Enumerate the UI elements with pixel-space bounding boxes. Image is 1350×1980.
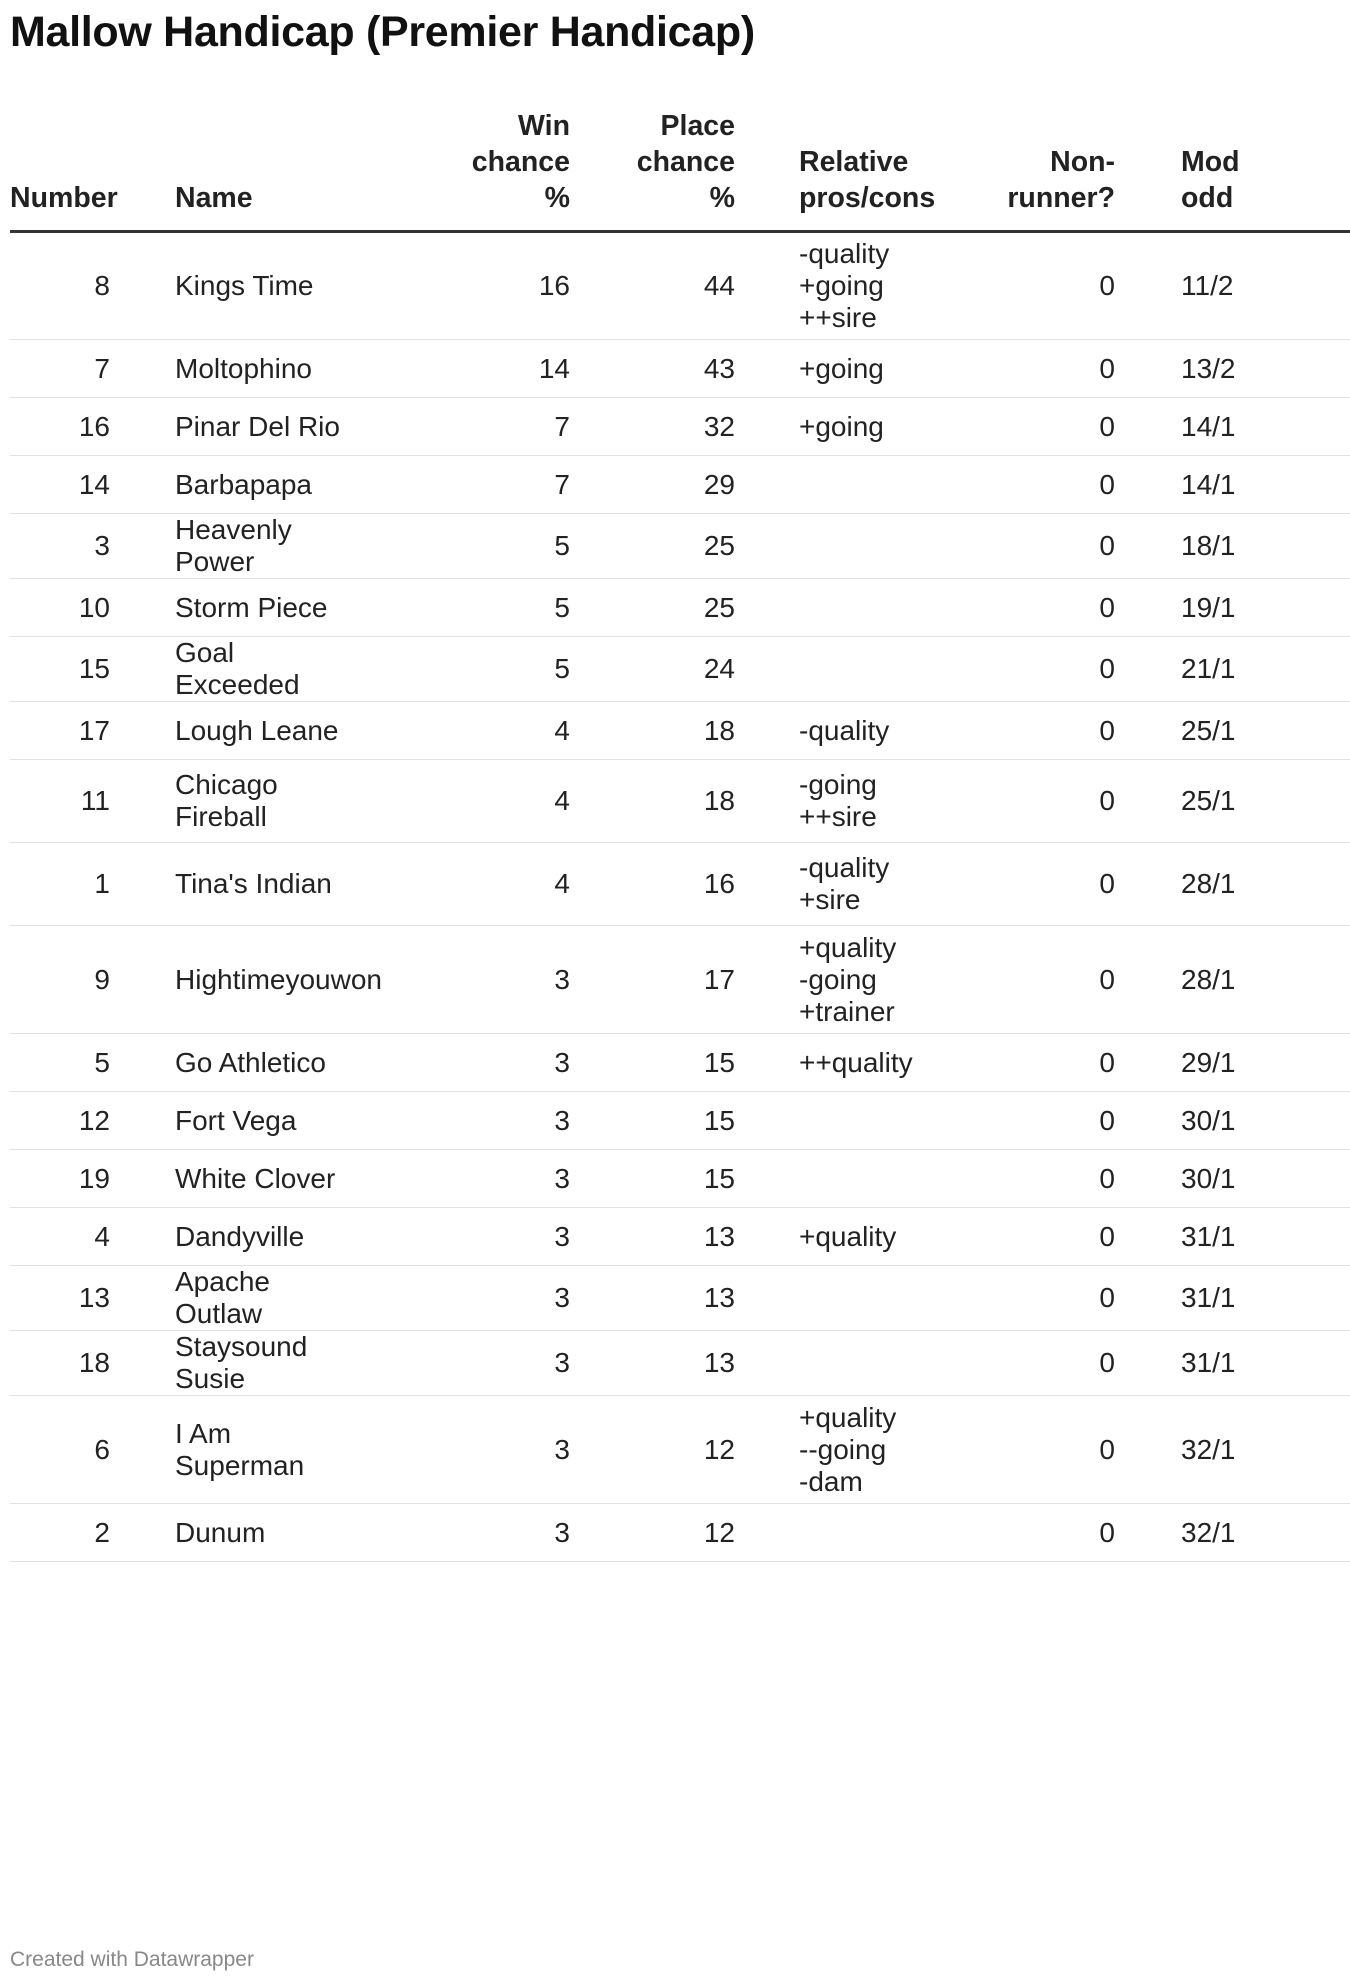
cell-number: 1	[10, 843, 128, 926]
cell-place-chance: 25	[570, 579, 735, 637]
table-row	[10, 579, 1350, 637]
cell-non-runner: 0	[945, 1034, 1115, 1092]
cell-win-chance: 3	[340, 1504, 570, 1562]
cell-place-chance: 32	[570, 398, 735, 456]
cell-non-runner: 0	[945, 1266, 1115, 1331]
cell-non-runner: 0	[945, 514, 1115, 579]
cell-pros-cons	[735, 1266, 945, 1331]
cell-number: 3	[10, 514, 128, 579]
cell-name: Lough Leane	[128, 702, 340, 760]
cell-place-chance: 43	[570, 340, 735, 398]
table-row	[10, 760, 1350, 843]
cell-win-chance: 3	[340, 1396, 570, 1504]
header-col-place-chance	[570, 108, 735, 232]
cell-odds: 25/1	[1115, 702, 1350, 760]
pros-cons-item: --going	[799, 1433, 887, 1465]
header-label-line: Name	[175, 182, 253, 214]
cell-win-chance: 3	[340, 1208, 570, 1266]
header-col-win-chance	[340, 108, 570, 232]
cell-name: Tina's Indian	[128, 843, 340, 926]
cell-number: 11	[10, 760, 128, 843]
cell-name: I Am Superman	[128, 1396, 340, 1504]
pros-cons-item: +going	[799, 270, 884, 301]
cell-odds: 31/1	[1115, 1208, 1350, 1266]
cell-odds: 18/1	[1115, 514, 1350, 579]
pros-cons-item: ++quality	[799, 1046, 913, 1078]
cell-pros-cons	[735, 1034, 945, 1092]
table-body	[10, 232, 1350, 1562]
cell-pros-cons	[735, 843, 945, 926]
pros-cons-item: ++sire	[799, 801, 877, 832]
cell-odds: 32/1	[1115, 1504, 1350, 1562]
cell-win-chance: 4	[340, 702, 570, 760]
cell-name: Staysound Susie	[128, 1331, 340, 1396]
table-row	[10, 637, 1350, 702]
header-label-line: Win	[518, 110, 570, 142]
header-label-line: Number	[10, 182, 118, 214]
cell-place-chance: 24	[570, 637, 735, 702]
cell-odds: 30/1	[1115, 1150, 1350, 1208]
cell-win-chance: 7	[340, 398, 570, 456]
cell-number: 13	[10, 1266, 128, 1331]
cell-name: Chicago Fireball	[128, 760, 340, 843]
pros-cons-item: -quality	[799, 852, 890, 883]
page-title: Mallow Handicap (Premier Handicap)	[10, 8, 755, 56]
cell-win-chance: 3	[340, 1150, 570, 1208]
cell-name: White Clover	[128, 1150, 340, 1208]
cell-number: 7	[10, 340, 128, 398]
cell-name: Pinar Del Rio	[128, 398, 340, 456]
table-row	[10, 1396, 1350, 1504]
header-label-line: chance	[471, 146, 570, 178]
cell-place-chance: 15	[570, 1092, 735, 1150]
cell-odds: 32/1	[1115, 1396, 1350, 1504]
header-label-line: odd	[1181, 182, 1234, 214]
cell-place-chance: 15	[570, 1034, 735, 1092]
cell-win-chance: 14	[340, 340, 570, 398]
pros-cons-item: -going	[799, 963, 877, 995]
cell-number: 15	[10, 637, 128, 702]
datawrapper-link[interactable]: Datawrapper	[133, 1948, 254, 1971]
pros-cons-item: +going	[799, 352, 884, 384]
cell-place-chance: 15	[570, 1150, 735, 1208]
cell-place-chance: 17	[570, 926, 735, 1034]
cell-place-chance: 16	[570, 843, 735, 926]
cell-number: 16	[10, 398, 128, 456]
table-row	[10, 702, 1350, 760]
header-label-line: %	[709, 182, 735, 214]
header-label-line: pros/cons	[799, 182, 936, 214]
pros-cons-item: +trainer	[799, 995, 895, 1027]
cell-place-chance: 13	[570, 1208, 735, 1266]
cell-number: 18	[10, 1331, 128, 1396]
table-row	[10, 1266, 1350, 1331]
header-label-line: Place	[660, 110, 735, 142]
cell-win-chance: 5	[340, 514, 570, 579]
cell-pros-cons	[735, 760, 945, 843]
cell-place-chance: 29	[570, 456, 735, 514]
cell-number: 2	[10, 1504, 128, 1562]
cell-name: Dunum	[128, 1504, 340, 1562]
cell-name: Heavenly Power	[128, 514, 340, 579]
cell-win-chance: 3	[340, 1034, 570, 1092]
cell-non-runner: 0	[945, 340, 1115, 398]
cell-win-chance: 7	[340, 456, 570, 514]
cell-non-runner: 0	[945, 579, 1115, 637]
cell-name: Kings Time	[128, 232, 340, 340]
cell-odds: 11/2	[1115, 232, 1350, 340]
cell-non-runner: 0	[945, 1331, 1115, 1396]
cell-pros-cons	[735, 514, 945, 579]
cell-place-chance: 12	[570, 1396, 735, 1504]
cell-non-runner: 0	[945, 398, 1115, 456]
cell-pros-cons	[735, 456, 945, 514]
cell-non-runner: 0	[945, 232, 1115, 340]
cell-name: Fort Vega	[128, 1092, 340, 1150]
header-label-line: runner?	[1007, 182, 1115, 214]
cell-non-runner: 0	[945, 1504, 1115, 1562]
cell-odds: 14/1	[1115, 398, 1350, 456]
table-row	[10, 456, 1350, 514]
cell-pros-cons	[735, 1331, 945, 1396]
pros-cons-item: -dam	[799, 1465, 863, 1497]
cell-non-runner: 0	[945, 1208, 1115, 1266]
header-col-pros-cons	[735, 108, 945, 232]
cell-pros-cons	[735, 1504, 945, 1562]
table-row	[10, 1150, 1350, 1208]
cell-pros-cons	[735, 702, 945, 760]
cell-pros-cons	[735, 926, 945, 1034]
cell-name: Storm Piece	[128, 579, 340, 637]
cell-name: Moltophino	[128, 340, 340, 398]
header-label-line: Non-	[1050, 146, 1115, 178]
cell-win-chance: 4	[340, 843, 570, 926]
cell-number: 17	[10, 702, 128, 760]
cell-name: Dandyville	[128, 1208, 340, 1266]
header-col-non-runner	[945, 108, 1115, 232]
cell-place-chance: 13	[570, 1331, 735, 1396]
table-row	[10, 398, 1350, 456]
cell-non-runner: 0	[945, 1150, 1115, 1208]
cell-number: 4	[10, 1208, 128, 1266]
cell-name: Go Athletico	[128, 1034, 340, 1092]
cell-non-runner: 0	[945, 637, 1115, 702]
header-col-odds	[1115, 108, 1350, 232]
cell-non-runner: 0	[945, 1396, 1115, 1504]
cell-name: Hightimeyouwon	[128, 926, 340, 1034]
cell-pros-cons	[735, 1208, 945, 1266]
cell-non-runner: 0	[945, 760, 1115, 843]
cell-non-runner: 0	[945, 702, 1115, 760]
cell-pros-cons	[735, 232, 945, 340]
cell-pros-cons	[735, 579, 945, 637]
cell-odds: 28/1	[1115, 926, 1350, 1034]
cell-number: 5	[10, 1034, 128, 1092]
header-col-name	[128, 108, 340, 232]
cell-odds: 31/1	[1115, 1331, 1350, 1396]
cell-win-chance: 4	[340, 760, 570, 843]
cell-place-chance: 25	[570, 514, 735, 579]
cell-pros-cons	[735, 1396, 945, 1504]
footer-credit	[10, 1948, 254, 1972]
header-col-number	[10, 108, 128, 232]
pros-cons-item: +quality	[799, 1220, 897, 1252]
cell-pros-cons	[735, 637, 945, 702]
table-row	[10, 926, 1350, 1034]
cell-odds: 19/1	[1115, 579, 1350, 637]
cell-pros-cons	[735, 1150, 945, 1208]
cell-number: 12	[10, 1092, 128, 1150]
table-row	[10, 1331, 1350, 1396]
cell-non-runner: 0	[945, 843, 1115, 926]
cell-place-chance: 18	[570, 760, 735, 843]
cell-number: 14	[10, 456, 128, 514]
cell-number: 6	[10, 1396, 128, 1504]
table-row	[10, 232, 1350, 340]
pros-cons-item: +quality	[799, 931, 897, 963]
table-row	[10, 1034, 1350, 1092]
cell-name: Apache Outlaw	[128, 1266, 340, 1331]
pros-cons-item: +sire	[799, 884, 861, 915]
cell-odds: 14/1	[1115, 456, 1350, 514]
odds-table	[10, 108, 1350, 1562]
cell-odds: 21/1	[1115, 637, 1350, 702]
footer-prefix: Created with	[10, 1948, 128, 1971]
pros-cons-item: +going	[799, 410, 884, 442]
cell-win-chance: 5	[340, 579, 570, 637]
cell-name: Goal Exceeded	[128, 637, 340, 702]
cell-odds: 13/2	[1115, 340, 1350, 398]
cell-number: 10	[10, 579, 128, 637]
table-header-row	[10, 108, 1350, 232]
cell-name: Barbapapa	[128, 456, 340, 514]
table-row	[10, 843, 1350, 926]
cell-non-runner: 0	[945, 1092, 1115, 1150]
cell-win-chance: 3	[340, 1266, 570, 1331]
cell-odds: 29/1	[1115, 1034, 1350, 1092]
cell-odds: 25/1	[1115, 760, 1350, 843]
pros-cons-item: ++sire	[799, 302, 877, 333]
table-row	[10, 340, 1350, 398]
table-row	[10, 1504, 1350, 1562]
header-label-line: %	[544, 182, 570, 214]
cell-win-chance: 3	[340, 1092, 570, 1150]
pros-cons-item: -quality	[799, 238, 890, 269]
pros-cons-item: +quality	[799, 1401, 897, 1433]
pros-cons-item: -quality	[799, 714, 890, 746]
table-row	[10, 1092, 1350, 1150]
cell-place-chance: 18	[570, 702, 735, 760]
cell-number: 9	[10, 926, 128, 1034]
cell-odds: 31/1	[1115, 1266, 1350, 1331]
cell-number: 19	[10, 1150, 128, 1208]
cell-non-runner: 0	[945, 456, 1115, 514]
header-label-line: chance	[636, 146, 735, 178]
cell-win-chance: 5	[340, 637, 570, 702]
cell-place-chance: 13	[570, 1266, 735, 1331]
cell-odds: 30/1	[1115, 1092, 1350, 1150]
cell-pros-cons	[735, 398, 945, 456]
cell-place-chance: 44	[570, 232, 735, 340]
table-row	[10, 514, 1350, 579]
cell-number: 8	[10, 232, 128, 340]
pros-cons-item: -going	[799, 769, 877, 800]
cell-odds: 28/1	[1115, 843, 1350, 926]
cell-win-chance: 3	[340, 1331, 570, 1396]
cell-pros-cons	[735, 340, 945, 398]
cell-win-chance: 16	[340, 232, 570, 340]
header-label-line: Relative	[799, 146, 909, 178]
table-row	[10, 1208, 1350, 1266]
cell-win-chance: 3	[340, 926, 570, 1034]
cell-pros-cons	[735, 1092, 945, 1150]
header-label-line: Mod	[1181, 146, 1240, 178]
cell-place-chance: 12	[570, 1504, 735, 1562]
cell-non-runner: 0	[945, 926, 1115, 1034]
